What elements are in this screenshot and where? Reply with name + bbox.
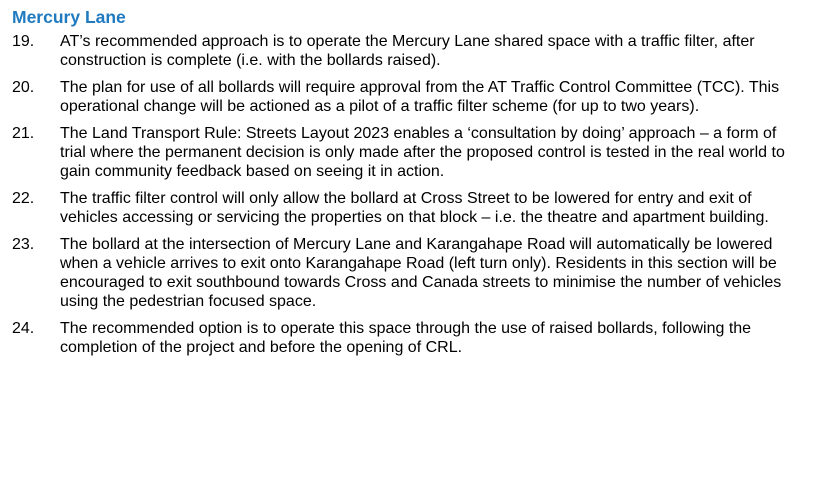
paragraph-text: The Land Transport Rule: Streets Layout 2023 enables a ‘consultation by doing’ approach – a form of trial where the permanent decision is only made after the proposed control is tested in the real world to gain community feedback based on seeing it in action. [60,125,785,180]
paragraph-item [12,124,820,181]
section-heading: Mercury Lane [12,7,126,27]
paragraph-item [12,319,820,357]
paragraph-number: 23. [12,236,35,253]
paragraph-number: 20. [12,79,35,96]
paragraph-text: The recommended option is to operate this space through the use of raised bollards, following the completion of the project and before the opening of CRL. [60,320,752,356]
paragraph-number: 24. [12,320,35,337]
paragraph-item [12,78,820,116]
paragraph-text: The traffic filter control will only allow the bollard at Cross Street to be lowered for entry and exit of vehicles accessing or servicing the properties on that block – i.e. the theatre and apartment building. [60,190,769,226]
paragraph-text: The bollard at the intersection of Mercury Lane and Karangahape Road will automatically be lowered when a vehicle arrives to exit onto Karangahape Road (left turn only). Residents in this section will be encouraged to exit southbound towards Cross and Canada streets to minimise the number of vehicles using the pedestrian focused space. [60,236,782,310]
paragraph-item [12,32,820,70]
paragraph-text: The plan for use of all bollards will require approval from the AT Traffic Control Committee (TCC). This operational change will be actioned as a pilot of a traffic filter scheme (for up to two years). [60,79,780,115]
paragraph-item [12,235,820,311]
paragraph-number: 19. [12,33,35,50]
paragraph-number: 21. [12,125,35,142]
paragraph-item [12,189,820,227]
paragraph-text: AT’s recommended approach is to operate the Mercury Lane shared space with a traffic filter, after construction is complete (i.e. with the bollards raised). [60,33,755,69]
paragraph-number: 22. [12,190,35,207]
numbered-paragraph-list [12,32,820,357]
